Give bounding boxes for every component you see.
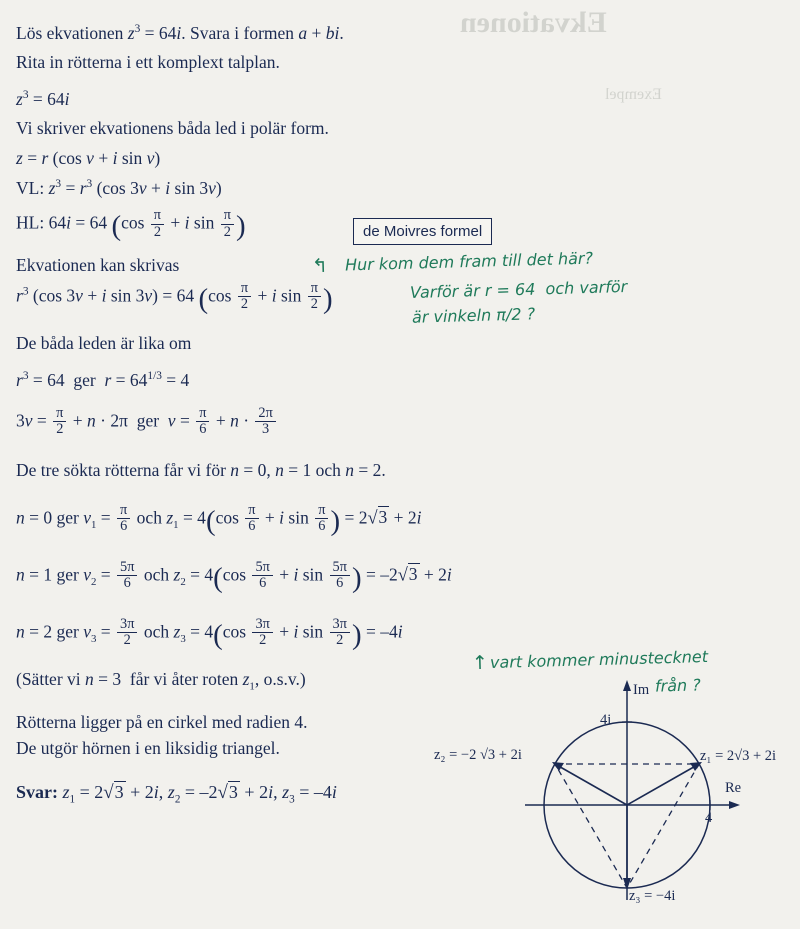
point-label-z1: z₁ = 2√3 + 2i — [700, 748, 777, 764]
circle-remark: Rötterna ligger på en cirkel med radien 4. — [16, 712, 308, 733]
bleed-through-word: Exempel — [605, 86, 662, 103]
point-label-z2: z₂ = −2 √3 + 2i — [434, 747, 522, 763]
vector-z1 — [627, 764, 699, 805]
equation-can-be-written: Ekvationen kan skrivas — [16, 254, 180, 275]
answer-line: Svar: $z_1 = 2√3 + 2i$, $z_2 = -2√3 + 2i$, $z_3 = -4i$ — [16, 782, 337, 806]
remark-n3: (Sätter vi n = 3 får vi åter roten $z_1$, o.s.v.) — [16, 668, 306, 693]
roots-intro: De tre sökta rötterna får vi för n = 0, n = 1 och n = 2. — [16, 460, 386, 481]
right-side: HL: 64i = 64 (cos $\frac{\pi}{2}$ + i sin $\frac{\pi}{2}$ ) — [16, 207, 246, 243]
polar-form-z: z = r (cos v + i sin v) — [16, 147, 161, 168]
equation-combined: $r^3$ (cos 3v + i sin 3v) = 64 (cos $\frac{\pi}{2}$ + i sin $\frac{\pi}{2}$ ) — [16, 280, 333, 315]
root-2: n = 1 ger $v_2$ = $\frac{5\pi}{6}$ och $z_2 = 4(\cos$ $\frac{5\pi}{6}$ + i sin $\frac{5\pi}{6}$ ) = –2√3 + 2i — [16, 558, 452, 594]
handwriting-arrow-1: ↰ — [311, 254, 329, 278]
imaginary-axis-arrow — [623, 680, 631, 691]
condition-intro: De båda leden är lika om — [16, 333, 192, 354]
point-label-z3: z₃ = −4i — [629, 888, 676, 904]
left-side: VL: $z^3 = r^3$ (cos 3v + i sin 3v) — [16, 177, 222, 198]
handwriting-question-3: är vinkeln π/2 ? — [411, 304, 536, 327]
axis-label-re: Re — [725, 780, 742, 796]
step-polar-intro: Vi skriver ekvationens båda led i polär form. — [16, 118, 329, 139]
argument-equation: 3v = $\frac{\pi}{2}$ + n · 2π ger v = $\frac{\pi}{6}$ + n · $\frac{2\pi}{3}$ — [16, 407, 784, 438]
handwriting-question-2: Varför är r = 64 och varför — [409, 276, 628, 303]
de-moivre-note: de Moivres formel — [353, 218, 492, 245]
vector-z2 — [555, 764, 627, 805]
diagram-svg — [497, 660, 787, 920]
tick-label-4: 4 — [705, 810, 713, 826]
root-1: n = 0 ger $v_1$ = $\frac{\pi}{6}$ och $z_1 = 4(\cos$ $\frac{\pi}{6}$ + i sin $\frac{\pi}{6}$ ) = 2√3 + 2i — [16, 501, 422, 537]
handwriting-question-5: från ? — [654, 675, 701, 696]
handwriting-question-4: vart kommer minustecknet — [489, 646, 709, 673]
modulus-equation: $r^3 = 64$ ger $r = 64^{1/3} = 4$ — [16, 369, 190, 390]
tick-label-4i: 4i — [600, 712, 612, 728]
handwriting-arrow-2: ↑ — [471, 651, 489, 675]
real-axis-arrow — [729, 801, 740, 809]
axis-label-im: Im — [633, 682, 650, 698]
problem-statement: Lös ekvationen $z^3 = 64i$. Svara i formen a + bi. — [16, 22, 344, 43]
bleed-through-title: Ekvationen — [460, 6, 607, 39]
triangle-remark: De utgör hörnen i en liksidig triangel. — [16, 737, 280, 758]
root-3: n = 2 ger $v_3$ = $\frac{3\pi}{2}$ och $z_3 = 4(\cos$ $\frac{3\pi}{2}$ + i sin $\frac{3\pi}{2}$ ) = –4i — [16, 615, 403, 651]
complex-plane-diagram — [434, 660, 787, 920]
problem-statement-2: Rita in rötterna i ett komplext talplan. — [16, 52, 280, 73]
handwriting-question-1: Hur kom dem fram till det här? — [344, 248, 594, 275]
equation-original: $z^3 = 64i$ — [16, 88, 70, 109]
